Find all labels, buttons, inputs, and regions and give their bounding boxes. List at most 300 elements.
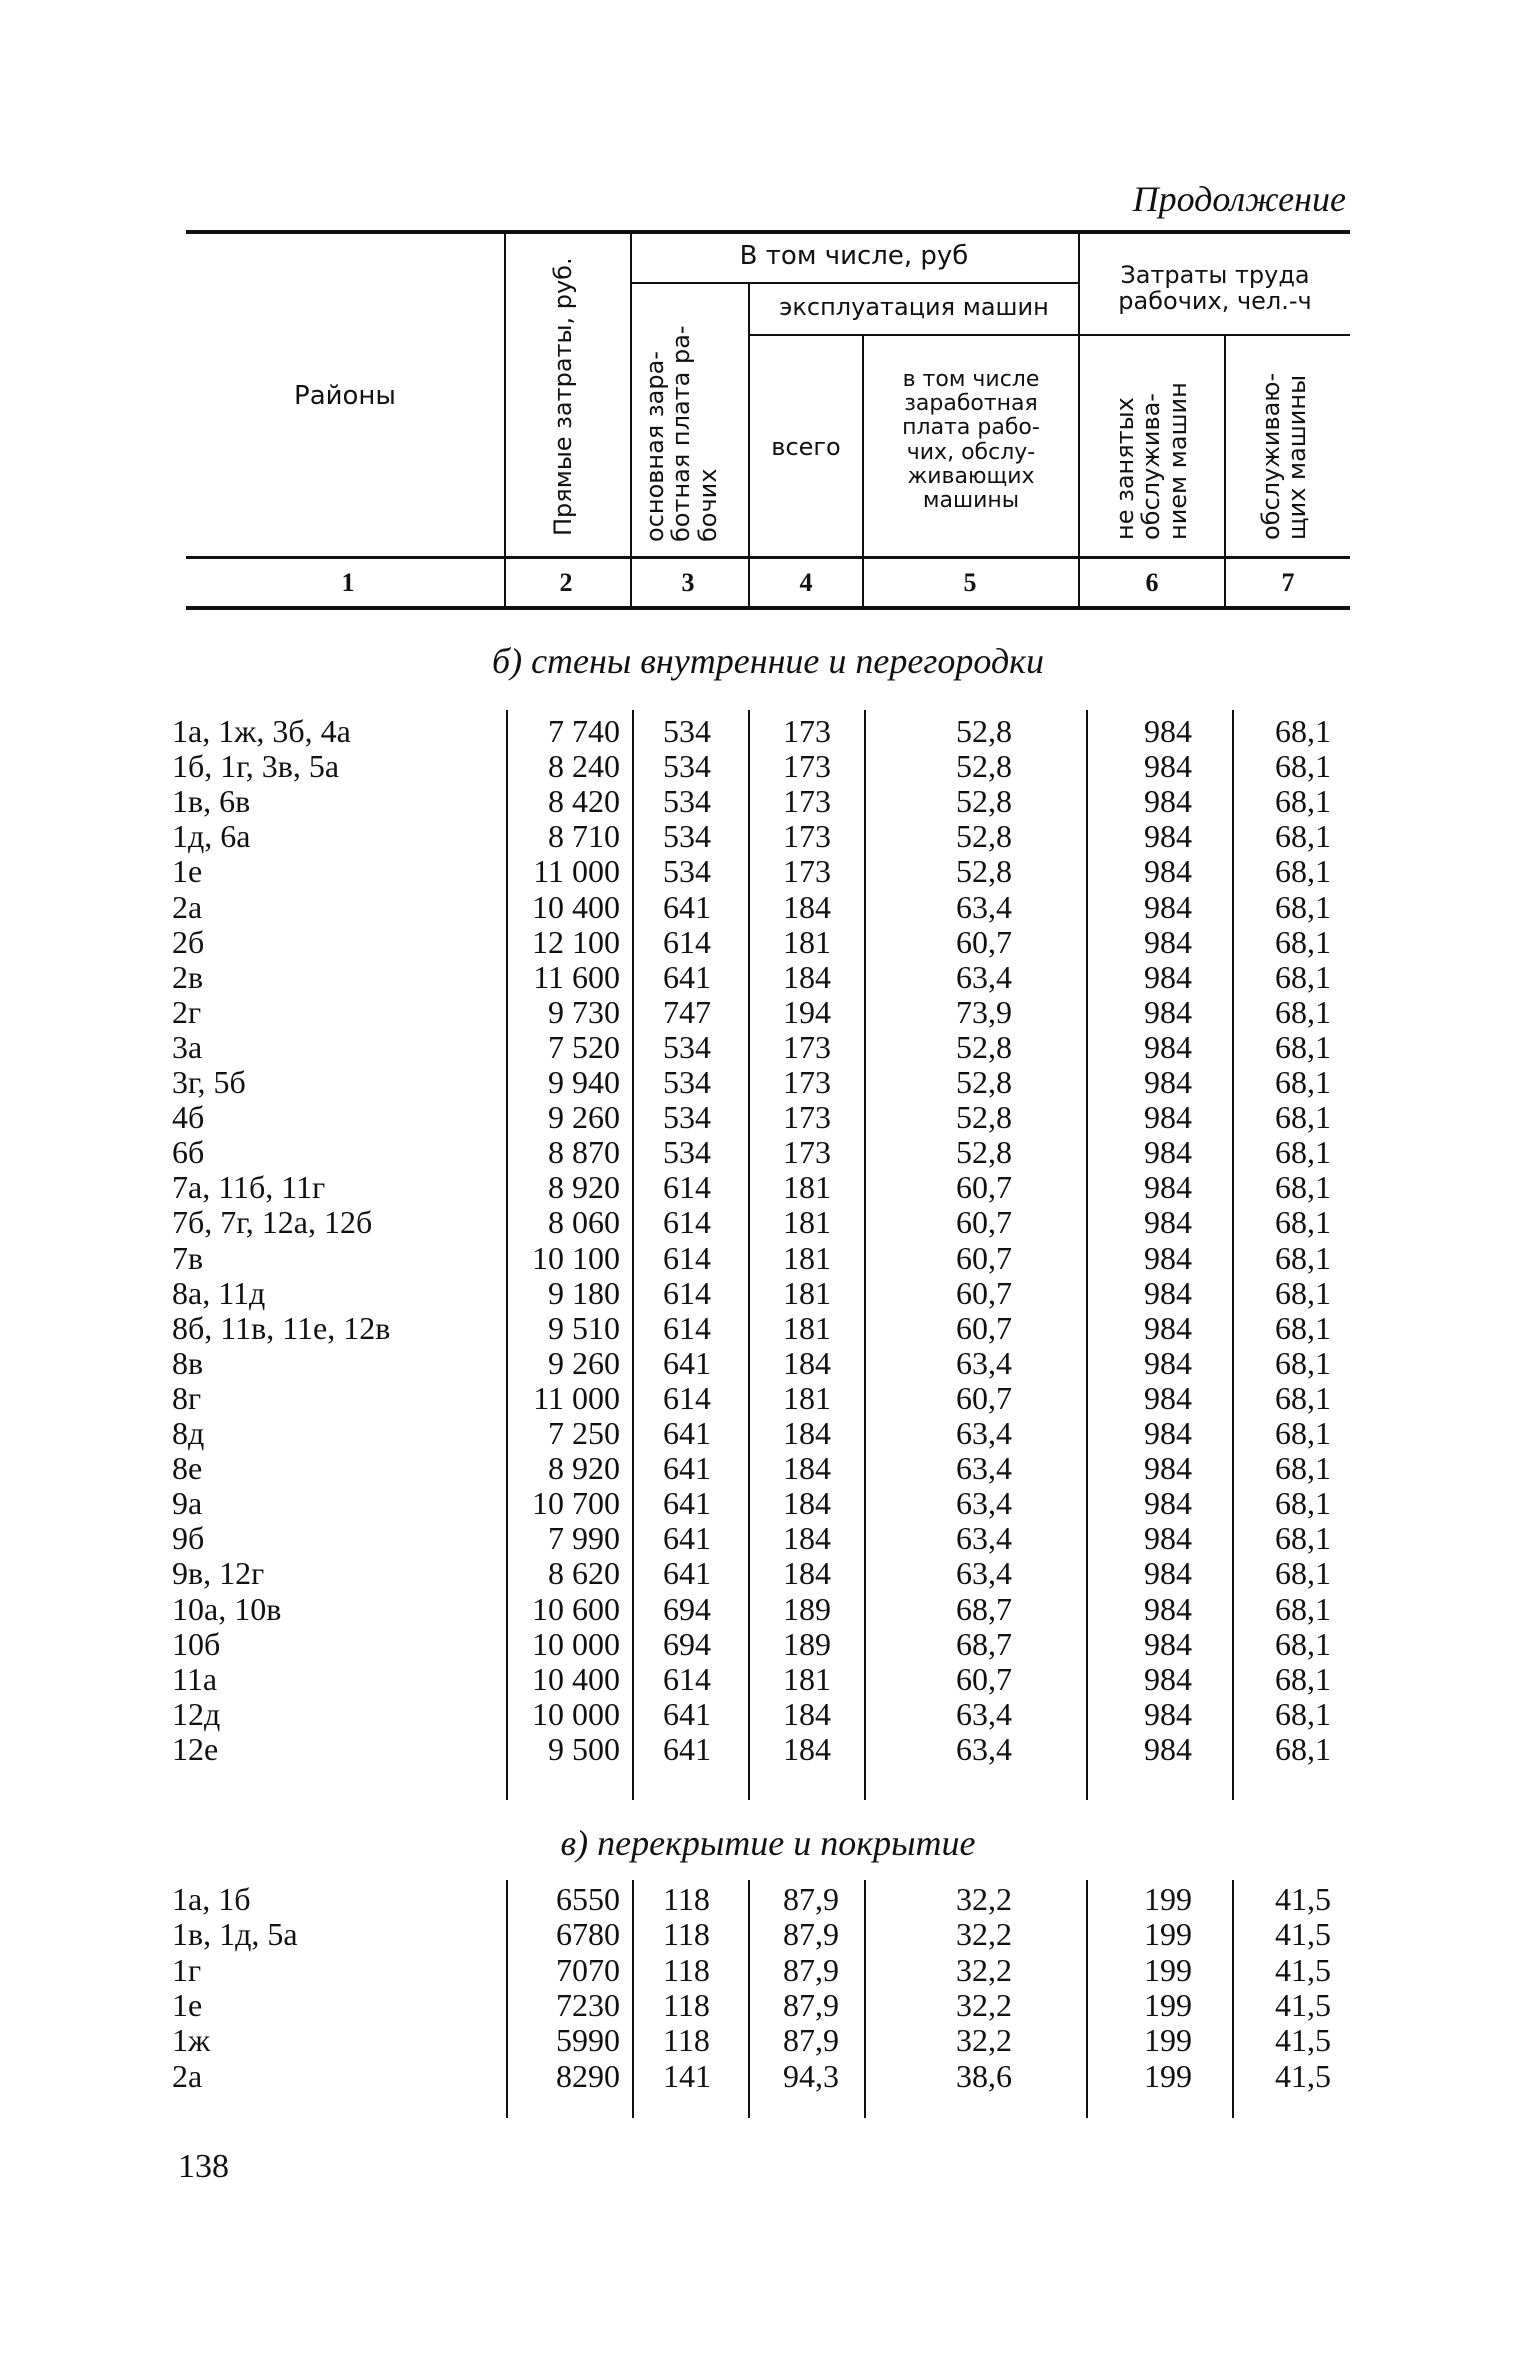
table-row [0, 1662, 1536, 1697]
cell-vsego: 181 [783, 1660, 831, 1697]
cell-obsluzh: 68,1 [1275, 1520, 1331, 1557]
cell-obsluzh: 68,1 [1275, 853, 1331, 890]
cell-zp-mashin: 32,2 [956, 1881, 1012, 1917]
cell-obsluzh: 68,1 [1275, 1169, 1331, 1206]
cell-vsego: 173 [783, 1064, 831, 1100]
cell-obsluzh: 68,1 [1275, 1695, 1331, 1732]
cell-ne-zanyatyh: 984 [1144, 1239, 1192, 1276]
cell-zp-mashin: 63,4 [956, 1485, 1012, 1522]
cell-osnovnaya: 118 [663, 1881, 710, 1917]
cell-osnovnaya: 534 [663, 818, 711, 855]
cell-ne-zanyatyh: 984 [1144, 888, 1192, 925]
cell-obsluzh: 68,1 [1275, 1274, 1331, 1311]
table-row [0, 854, 1536, 889]
cell-obsluzh: 68,1 [1275, 923, 1331, 960]
table-row [0, 1451, 1536, 1486]
table-row [0, 1592, 1536, 1627]
cell-vsego: 189 [783, 1625, 831, 1662]
cell-obsluzh: 68,1 [1275, 713, 1331, 749]
cell-rayony: 9а [172, 1485, 203, 1522]
cell-ne-zanyatyh: 984 [1144, 993, 1192, 1030]
header-vline-6 [1224, 336, 1226, 608]
colnum-4: 4 [799, 568, 813, 597]
cell-obsluzh: 41,5 [1275, 2057, 1331, 2094]
table-row [0, 714, 1536, 749]
table-row [0, 1917, 1536, 1952]
cell-rayony: 1а, 1б [172, 1881, 251, 1917]
cell-osnovnaya: 614 [663, 1379, 711, 1416]
cell-zp-mashin: 52,8 [956, 1134, 1012, 1171]
body-b-vline-3 [748, 710, 750, 1800]
cell-pryamye: 8 710 [548, 818, 620, 855]
cell-rayony: 1ж [172, 2022, 211, 2059]
cell-ne-zanyatyh: 199 [1144, 1916, 1192, 1953]
cell-osnovnaya: 118 [663, 1951, 710, 1988]
cell-osnovnaya: 641 [663, 1344, 711, 1381]
cell-pryamye: 7 520 [548, 1028, 620, 1065]
table-row [0, 1276, 1536, 1311]
cell-vsego: 173 [783, 853, 831, 890]
cell-vsego: 181 [783, 923, 831, 960]
table-row [0, 1311, 1536, 1346]
table-row [0, 1065, 1536, 1100]
cell-vsego: 173 [783, 748, 831, 785]
cell-rayony: 3г, 5б [172, 1064, 246, 1100]
table-row [0, 1241, 1536, 1276]
cell-rayony: 8в [172, 1344, 204, 1381]
cell-ne-zanyatyh: 199 [1144, 1951, 1192, 1988]
cell-obsluzh: 68,1 [1275, 1625, 1331, 1662]
cell-pryamye: 6780 [556, 1916, 620, 1953]
colnum-7: 7 [1281, 568, 1295, 597]
table-row [0, 1697, 1536, 1732]
table-row [0, 1988, 1536, 2023]
cell-osnovnaya: 641 [663, 1450, 711, 1487]
cell-osnovnaya: 534 [663, 1028, 711, 1065]
cell-ne-zanyatyh: 984 [1144, 1169, 1192, 1206]
cell-pryamye: 10 400 [532, 888, 620, 925]
header-ekspluatatsiya: эксплуатация машин [779, 293, 1049, 321]
cell-vsego: 173 [783, 1134, 831, 1171]
cell-pryamye: 8 620 [548, 1555, 620, 1592]
cell-pryamye: 8 420 [548, 783, 620, 820]
cell-ne-zanyatyh: 984 [1144, 1309, 1192, 1346]
cell-osnovnaya: 141 [663, 2057, 711, 2094]
cell-vsego: 181 [783, 1204, 831, 1241]
cell-obsluzh: 68,1 [1275, 1730, 1331, 1767]
cell-obsluzh: 68,1 [1275, 1344, 1331, 1381]
table-row [0, 1882, 1536, 1917]
cell-pryamye: 9 180 [548, 1274, 620, 1311]
table-row [0, 1627, 1536, 1662]
body-v-vline-6 [1232, 1880, 1234, 2118]
cell-pryamye: 10 700 [532, 1485, 620, 1522]
cell-rayony: 7а, 11б, 11г [172, 1169, 326, 1206]
cell-osnovnaya: 641 [663, 1695, 711, 1732]
cell-pryamye: 7070 [556, 1951, 620, 1988]
cell-osnovnaya: 534 [663, 1099, 711, 1136]
cell-osnovnaya: 614 [663, 1239, 711, 1276]
cell-rayony: 2г [172, 993, 202, 1030]
cell-rayony: 1в, 6в [172, 783, 251, 820]
cell-rayony: 1е [172, 1986, 203, 2023]
cell-zp-mashin: 68,7 [956, 1590, 1012, 1627]
cell-zp-mashin: 63,4 [956, 888, 1012, 925]
cell-pryamye: 9 730 [548, 993, 620, 1030]
cell-osnovnaya: 534 [663, 748, 711, 785]
cell-pryamye: 10 600 [532, 1590, 620, 1627]
table-row [0, 1346, 1536, 1381]
cell-vsego: 181 [783, 1169, 831, 1206]
cell-rayony: 10а, 10в [172, 1590, 282, 1627]
cell-ne-zanyatyh: 984 [1144, 1485, 1192, 1522]
colnum-2: 2 [559, 568, 573, 597]
table-row [0, 1521, 1536, 1556]
cell-zp-mashin: 63,4 [956, 1520, 1012, 1557]
cell-zp-mashin: 60,7 [956, 1309, 1012, 1346]
table-row [0, 1953, 1536, 1988]
cell-pryamye: 7 990 [548, 1520, 620, 1557]
cell-zp-mashin: 32,2 [956, 2022, 1012, 2059]
header-pryamye-zatraty: Прямые затраты, руб. [549, 257, 577, 536]
cell-obsluzh: 68,1 [1275, 1590, 1331, 1627]
cell-osnovnaya: 694 [663, 1590, 711, 1627]
cell-pryamye: 10 400 [532, 1660, 620, 1697]
table-row [0, 1556, 1536, 1591]
cell-obsluzh: 68,1 [1275, 1239, 1331, 1276]
cell-ne-zanyatyh: 984 [1144, 783, 1192, 820]
table-row [0, 925, 1536, 960]
table-row [0, 749, 1536, 784]
cell-vsego: 87,9 [783, 2022, 839, 2059]
section-v-title: в) перекрытие и покрытие [560, 1823, 976, 1863]
cell-zp-mashin: 32,2 [956, 1951, 1012, 1988]
cell-ne-zanyatyh: 984 [1144, 1379, 1192, 1416]
table-top-rule [186, 230, 1350, 234]
cell-vsego: 184 [783, 1344, 831, 1381]
cell-vsego: 184 [783, 1695, 831, 1732]
cell-zp-mashin: 32,2 [956, 1916, 1012, 1953]
table-row [0, 960, 1536, 995]
cell-ne-zanyatyh: 984 [1144, 1555, 1192, 1592]
cell-pryamye: 11 000 [533, 1379, 620, 1416]
cell-ne-zanyatyh: 984 [1144, 818, 1192, 855]
cell-vsego: 184 [783, 1730, 831, 1767]
table-row [0, 784, 1536, 819]
cell-pryamye: 7 740 [548, 713, 620, 749]
cell-ne-zanyatyh: 984 [1144, 1064, 1192, 1100]
cell-zp-mashin: 73,9 [956, 993, 1012, 1030]
cell-zp-mashin: 52,8 [956, 1099, 1012, 1136]
cell-osnovnaya: 641 [663, 888, 711, 925]
group-rule-v-tom-chisle [630, 282, 1078, 284]
cell-ne-zanyatyh: 984 [1144, 1274, 1192, 1311]
body-b-vline-2 [632, 710, 634, 1800]
cell-zp-mashin: 52,8 [956, 748, 1012, 785]
cell-pryamye: 9 940 [548, 1064, 620, 1100]
cell-vsego: 173 [783, 1028, 831, 1065]
cell-osnovnaya: 534 [663, 853, 711, 890]
cell-zp-mashin: 63,4 [956, 1450, 1012, 1487]
cell-rayony: 12е [172, 1730, 219, 1767]
cell-obsluzh: 68,1 [1275, 993, 1331, 1030]
cell-ne-zanyatyh: 984 [1144, 958, 1192, 995]
cell-osnovnaya: 641 [663, 1485, 711, 1522]
cell-ne-zanyatyh: 199 [1144, 1986, 1192, 2023]
cell-rayony: 7б, 7г, 12а, 12б [172, 1204, 373, 1241]
cell-pryamye: 11 000 [533, 853, 620, 890]
cell-osnovnaya: 694 [663, 1625, 711, 1662]
cell-obsluzh: 68,1 [1275, 1028, 1331, 1065]
cell-ne-zanyatyh: 984 [1144, 853, 1192, 890]
cell-osnovnaya: 534 [663, 1134, 711, 1171]
cell-vsego: 87,9 [783, 1986, 839, 2023]
cell-obsluzh: 68,1 [1275, 783, 1331, 820]
cell-vsego: 184 [783, 1450, 831, 1487]
continuation-label: Продолжение [1132, 179, 1346, 219]
cell-vsego: 173 [783, 1099, 831, 1136]
header-osnovnaya-zp: основная зара- ботная плата ра- бочих [641, 325, 722, 542]
cell-vsego: 184 [783, 1415, 831, 1451]
cell-zp-mashin: 52,8 [956, 1064, 1012, 1100]
cell-rayony: 2а [172, 2057, 203, 2094]
table-row [0, 819, 1536, 854]
cell-zp-mashin: 63,4 [956, 1695, 1012, 1732]
table-row [0, 995, 1536, 1030]
cell-obsluzh: 68,1 [1275, 1485, 1331, 1522]
cell-pryamye: 11 600 [533, 958, 620, 995]
cell-rayony: 10б [172, 1625, 221, 1662]
cell-zp-mashin: 52,8 [956, 713, 1012, 749]
cell-pryamye: 9 260 [548, 1344, 620, 1381]
cell-vsego: 94,3 [783, 2057, 839, 2094]
cell-rayony: 1в, 1д, 5а [172, 1916, 298, 1953]
cell-obsluzh: 41,5 [1275, 2022, 1331, 2059]
cell-pryamye: 8 060 [548, 1204, 620, 1241]
cell-osnovnaya: 641 [663, 1415, 711, 1451]
cell-obsluzh: 68,1 [1275, 888, 1331, 925]
header-rayony: Районы [294, 381, 396, 411]
cell-vsego: 181 [783, 1379, 831, 1416]
cell-obsluzh: 41,5 [1275, 1986, 1331, 2023]
cell-obsluzh: 68,1 [1275, 1555, 1331, 1592]
cell-ne-zanyatyh: 199 [1144, 2022, 1192, 2059]
cell-vsego: 184 [783, 958, 831, 995]
cell-vsego: 87,9 [783, 1881, 839, 1917]
cell-rayony: 6б [172, 1134, 205, 1171]
cell-vsego: 173 [783, 713, 831, 749]
body-v-vline-1 [506, 1880, 508, 2118]
body-v-vline-3 [748, 1880, 750, 2118]
cell-pryamye: 10 000 [532, 1625, 620, 1662]
cell-obsluzh: 68,1 [1275, 958, 1331, 995]
cell-zp-mashin: 60,7 [956, 923, 1012, 960]
cell-pryamye: 12 100 [532, 923, 620, 960]
cell-zp-mashin: 63,4 [956, 1730, 1012, 1767]
cell-rayony: 1г [172, 1951, 202, 1988]
cell-ne-zanyatyh: 984 [1144, 713, 1192, 749]
cell-obsluzh: 68,1 [1275, 1415, 1331, 1451]
cell-rayony: 2а [172, 888, 203, 925]
cell-obsluzh: 68,1 [1275, 1660, 1331, 1697]
cell-ne-zanyatyh: 984 [1144, 1099, 1192, 1136]
cell-zp-mashin: 63,4 [956, 1344, 1012, 1381]
cell-osnovnaya: 118 [663, 1916, 710, 1953]
cell-ne-zanyatyh: 984 [1144, 1730, 1192, 1767]
cell-rayony: 8д [172, 1415, 205, 1451]
cell-rayony: 7в [172, 1239, 204, 1276]
body-v-vline-4 [864, 1880, 866, 2118]
cell-vsego: 181 [783, 1274, 831, 1311]
cell-obsluzh: 68,1 [1275, 1379, 1331, 1416]
cell-vsego: 184 [783, 1555, 831, 1592]
cell-pryamye: 9 510 [548, 1309, 620, 1346]
cell-zp-mashin: 60,7 [956, 1204, 1012, 1241]
header-bottom-rule [186, 556, 1350, 559]
cell-obsluzh: 41,5 [1275, 1951, 1331, 1988]
cell-pryamye: 8 920 [548, 1450, 620, 1487]
cell-ne-zanyatyh: 199 [1144, 1881, 1192, 1917]
cell-rayony: 8б, 11в, 11е, 12в [172, 1309, 391, 1346]
cell-osnovnaya: 641 [663, 1730, 711, 1767]
body-v-vline-2 [632, 1880, 634, 2118]
table-row [0, 1205, 1536, 1240]
cell-zp-mashin: 52,8 [956, 818, 1012, 855]
cell-obsluzh: 68,1 [1275, 1450, 1331, 1487]
cell-zp-mashin: 60,7 [956, 1660, 1012, 1697]
cell-rayony: 1д, 6а [172, 818, 251, 855]
header-v-tom-chisle: В том числе, руб [739, 241, 969, 271]
cell-zp-mashin: 60,7 [956, 1274, 1012, 1311]
table-row [0, 1732, 1536, 1767]
cell-vsego: 184 [783, 1485, 831, 1522]
header-vline-1 [504, 232, 506, 608]
cell-ne-zanyatyh: 984 [1144, 1450, 1192, 1487]
cell-osnovnaya: 534 [663, 713, 711, 749]
cell-ne-zanyatyh: 984 [1144, 1625, 1192, 1662]
cell-zp-mashin: 63,4 [956, 958, 1012, 995]
table-row [0, 1416, 1536, 1451]
cell-pryamye: 8 870 [548, 1134, 620, 1171]
cell-pryamye: 8 920 [548, 1169, 620, 1206]
header-ne-zanyatyh: не занятых обслужива- нием машин [1111, 382, 1192, 540]
group-rule-ekspluatatsiya [748, 334, 1078, 336]
cell-zp-mashin: 60,7 [956, 1169, 1012, 1206]
cell-osnovnaya: 641 [663, 958, 711, 995]
cell-vsego: 173 [783, 818, 831, 855]
cell-zp-mashin: 52,8 [956, 853, 1012, 890]
cell-ne-zanyatyh: 984 [1144, 1028, 1192, 1065]
cell-pryamye: 10 000 [532, 1695, 620, 1732]
cell-ne-zanyatyh: 984 [1144, 1344, 1192, 1381]
cell-obsluzh: 68,1 [1275, 1204, 1331, 1241]
cell-rayony: 4б [172, 1099, 205, 1136]
colnum-3: 3 [681, 568, 695, 597]
cell-osnovnaya: 534 [663, 783, 711, 820]
cell-osnovnaya: 641 [663, 1520, 711, 1557]
table-row [0, 2059, 1536, 2094]
cell-osnovnaya: 614 [663, 1309, 711, 1346]
header-vline-2 [630, 232, 632, 608]
table-row [0, 1170, 1536, 1205]
cell-vsego: 181 [783, 1309, 831, 1346]
table-row [0, 1030, 1536, 1065]
body-b-vline-4 [864, 710, 866, 1800]
cell-obsluzh: 68,1 [1275, 818, 1331, 855]
cell-vsego: 173 [783, 783, 831, 820]
cell-osnovnaya: 747 [663, 993, 711, 1030]
cell-pryamye: 10 100 [532, 1239, 620, 1276]
cell-vsego: 184 [783, 888, 831, 925]
cell-rayony: 2б [172, 923, 205, 960]
header-zatraty-truda: Затраты труда рабочих, чел.-ч [1118, 261, 1312, 316]
header-vsego: всего [771, 433, 841, 461]
cell-vsego: 194 [783, 993, 831, 1030]
cell-obsluzh: 68,1 [1275, 748, 1331, 785]
cell-ne-zanyatyh: 984 [1144, 923, 1192, 960]
cell-ne-zanyatyh: 984 [1144, 1520, 1192, 1557]
cell-pryamye: 7 250 [548, 1415, 620, 1451]
cell-zp-mashin: 68,7 [956, 1625, 1012, 1662]
cell-osnovnaya: 614 [663, 923, 711, 960]
cell-rayony: 1а, 1ж, 3б, 4а [172, 713, 351, 749]
cell-obsluzh: 68,1 [1275, 1309, 1331, 1346]
colnum-1: 1 [341, 568, 355, 597]
cell-obsluzh: 68,1 [1275, 1134, 1331, 1171]
cell-pryamye: 6550 [556, 1881, 620, 1917]
cell-osnovnaya: 614 [663, 1274, 711, 1311]
cell-osnovnaya: 614 [663, 1660, 711, 1697]
cell-vsego: 87,9 [783, 1916, 839, 1953]
cell-obsluzh: 68,1 [1275, 1099, 1331, 1136]
cell-ne-zanyatyh: 984 [1144, 1204, 1192, 1241]
cell-pryamye: 7230 [556, 1986, 620, 2023]
cell-ne-zanyatyh: 984 [1144, 748, 1192, 785]
cell-ne-zanyatyh: 984 [1144, 1590, 1192, 1627]
cell-vsego: 189 [783, 1590, 831, 1627]
colnum-6: 6 [1145, 568, 1159, 597]
cell-rayony: 9б [172, 1520, 205, 1557]
cell-pryamye: 9 260 [548, 1099, 620, 1136]
cell-rayony: 11а [172, 1660, 218, 1697]
body-b-vline-6 [1232, 710, 1234, 1800]
cell-rayony: 8г [172, 1379, 202, 1416]
cell-zp-mashin: 32,2 [956, 1986, 1012, 2023]
cell-obsluzh: 41,5 [1275, 1881, 1331, 1917]
body-b-vline-5 [1086, 710, 1088, 1800]
cell-obsluzh: 41,5 [1275, 1916, 1331, 1953]
cell-vsego: 87,9 [783, 1951, 839, 1988]
colnum-bottom-rule [186, 606, 1350, 610]
cell-zp-mashin: 52,8 [956, 783, 1012, 820]
cell-zp-mashin: 52,8 [956, 1028, 1012, 1065]
cell-zp-mashin: 63,4 [956, 1415, 1012, 1451]
cell-pryamye: 5990 [556, 2022, 620, 2059]
cell-rayony: 12д [172, 1695, 221, 1732]
cell-vsego: 184 [783, 1520, 831, 1557]
colnum-5: 5 [963, 568, 977, 597]
cell-rayony: 9в, 12г [172, 1555, 265, 1592]
cell-ne-zanyatyh: 984 [1144, 1415, 1192, 1451]
section-b-title: б) стены внутренние и перегородки [491, 641, 1044, 681]
body-b-vline-1 [506, 710, 508, 1800]
cell-rayony: 1б, 1г, 3в, 5а [172, 748, 340, 785]
table-row [0, 1135, 1536, 1170]
cell-osnovnaya: 118 [663, 2022, 710, 2059]
table-row [0, 1486, 1536, 1521]
cell-osnovnaya: 614 [663, 1169, 711, 1206]
cell-zp-mashin: 63,4 [956, 1555, 1012, 1592]
